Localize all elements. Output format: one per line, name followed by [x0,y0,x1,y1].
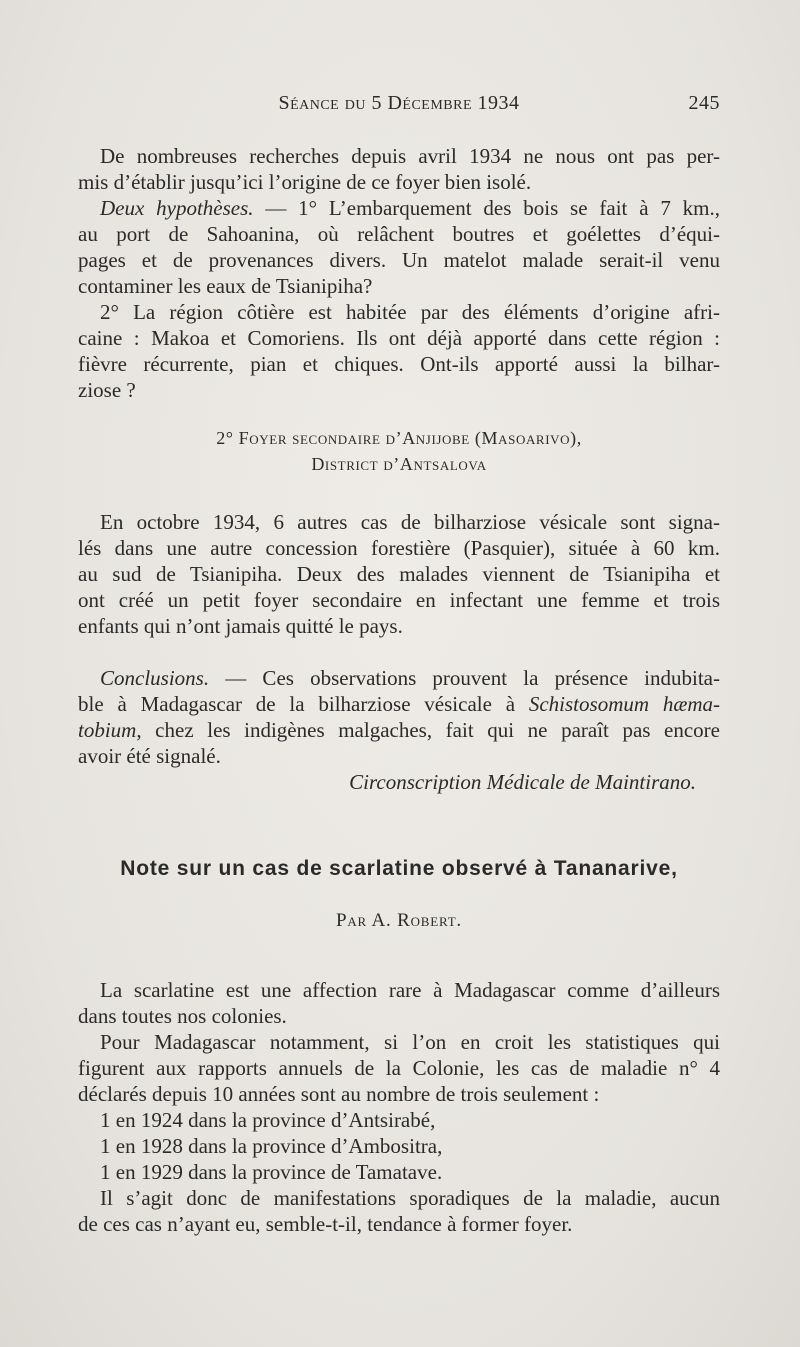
article-title: Note sur un cas de scarlatine observé à Tananarive, [120,857,678,880]
body-line: dans toutes nos colonies. [78,1004,287,1028]
body-line: au sud de Tsianipiha. Deux des malades viennent de Tsianipiha et [78,562,720,586]
body-line [78,717,720,743]
section-heading-line: District d’Antsalova [311,454,487,474]
body-line: enfants qui n’ont jamais quitté le pays. [78,614,403,638]
running-title: Séance du 5 Décembre 1934 [278,92,520,114]
body-line: contaminer les eaux de Tsianipiha? [78,274,373,298]
body-text: — Ces observations prouvent la présence indubita- [209,666,720,690]
body-line: ont créé un petit foyer secondaire en infectant une femme et trois [78,588,720,612]
body-line [78,691,720,717]
body-line: Il s’agit donc de manifestations sporadiques de la maladie, aucun [100,1186,720,1210]
species-name: Schistosomum hæma- [528,692,720,716]
body-line: ziose ? [78,378,136,402]
italic-lead: Conclusions. [100,666,210,690]
body-line: lés dans une autre concession forestière (Pasquier), située à 60 km. [78,536,720,560]
running-header [78,92,720,122]
body-line: déclarés depuis 10 années sont au nombre de trois seulement : [78,1082,600,1106]
page-number: 245 [688,92,720,114]
body-line: avoir été signalé. [78,744,221,768]
body-line: au port de Sahoanina, où relâchent boutres et goélettes d’équi- [78,222,720,246]
body-line [78,665,720,691]
body-line: de ces cas n’ayant eu, semble-t-il, tendance à former foyer. [78,1212,573,1236]
body-line: De nombreuses recherches depuis avril 1934 ne nous ont pas per- [100,144,720,168]
body-line: 2° La région côtière est habitée par des éléments d’origine afri- [100,300,720,324]
section-heading-line: 2° Foyer secondaire d’Anjijobe (Masoarivo), [216,428,582,448]
body-line: fièvre récurrente, pian et chiques. Ont-ils apporté aussi la bilhar- [78,352,720,376]
body-line [78,195,720,221]
list-item: 1 en 1928 dans la province d’Ambositra, [100,1134,443,1158]
body-text: ble à Madagascar de la bilharziose vésicale à [78,692,529,716]
body-line: La scarlatine est une affection rare à Madagascar comme d’ailleurs [100,978,720,1002]
body-text: — 1° L’embarquement des bois se fait à 7 km., [253,196,721,220]
body-line: En octobre 1934, 6 autres cas de bilharziose vésicale sont signa- [100,510,720,534]
body-text: , chez les indigènes malgaches, fait qui ne paraît pas encore [136,718,720,742]
body-line: caine : Makoa et Comoriens. Ils ont déjà apporté dans cette région : [78,326,720,350]
article-author: Par A. Robert. [335,910,462,931]
body-line: figurent aux rapports annuels de la Colonie, les cas de maladie n° 4 [78,1056,720,1080]
body-line: Pour Madagascar notamment, si l’on en croit les statistiques qui [100,1030,720,1054]
list-item: 1 en 1924 dans la province d’Antsirabé, [100,1108,436,1132]
species-name: tobium [78,718,137,742]
body-line: pages et de provenances divers. Un matelot malade serait-il venu [78,248,720,272]
list-item: 1 en 1929 dans la province de Tamatave. [100,1160,443,1184]
italic-lead: Deux hypothèses. [100,196,254,220]
body-line: mis d’établir jusqu’ici l’origine de ce foyer bien isolé. [78,170,532,194]
signature: Circonscription Médicale de Maintirano. [349,770,696,794]
